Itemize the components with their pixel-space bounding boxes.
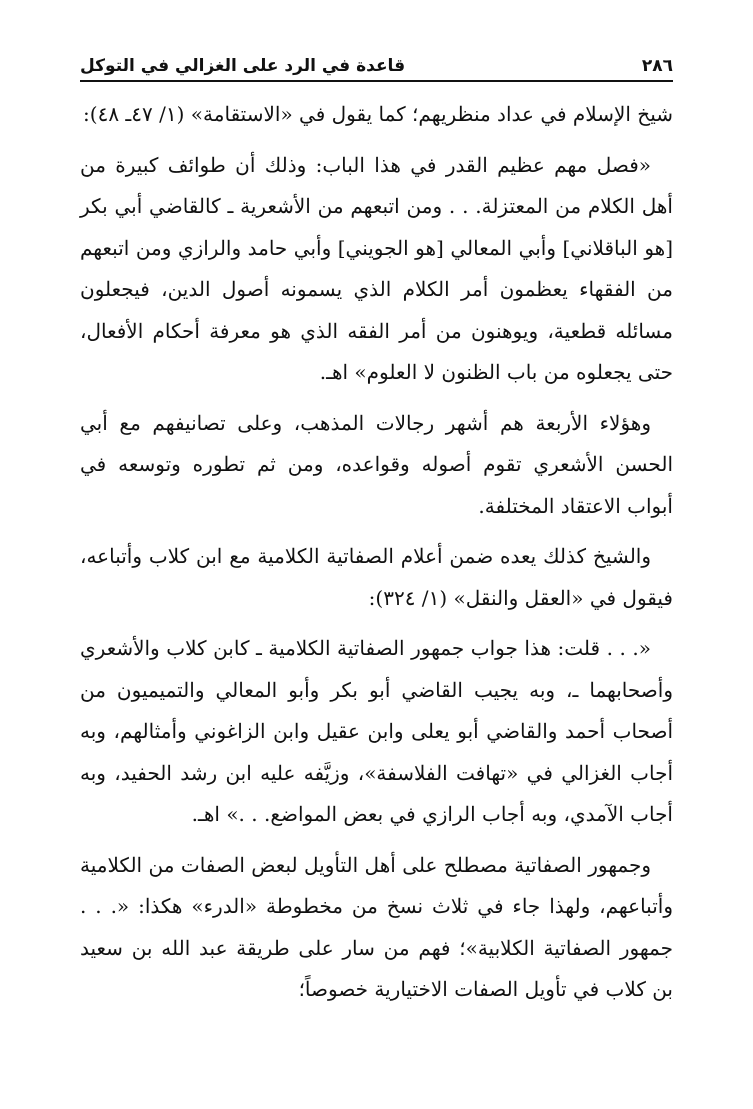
paragraph-quote-aql-naql: «. . . قلت: هذا جواب جمهور الصفاتية الكلامية ـ كابن كلاب والأشعري وأصحابهما ـ، وبه يجيب القاضي أبو بكر وأبو المعالي والتميميون من أصحاب أحمد والقاضي أبو يعلى وابن عقيل وابن الزاغوني وأمثالهم، وبه أجاب الغزالي في «تهافت الفلاسفة»، وزيَّفه عليه ابن رشد الحفيد، وبه أجاب الآمدي، وبه أجاب الرازي في بعض المواضع. . .» اهـ. — [80, 636, 673, 826]
running-title: قاعدة في الرد على الغزالي في التوكل — [80, 56, 406, 76]
page-number: ٢٨٦ — [641, 56, 673, 76]
header-divider — [80, 80, 673, 82]
paragraph-jumhur: وجمهور الصفاتية مصطلح على أهل التأويل لبعض الصفات من الكلامية وأتباعهم، ولهذا جاء في ثلاث نسخ من مخطوطة «الدرء» هكذا: «. . . جمهور الصفاتية الكلابية»؛ فهم من سار على طريقة عبد الله بن سعيد بن كلاب في تأويل الصفات الاختيارية خصوصاً؛ — [80, 852, 673, 1001]
body-text — [80, 94, 673, 1020]
paragraph-four-scholars: وهؤلاء الأربعة هم أشهر رجالات المذهب، وعلى تصانيفهم مع أبي الحسن الأشعري تقوم أصوله وقواعده، ومن ثم تطوره وتوسعه في أبواب الاعتقاد المختلفة. — [80, 410, 673, 518]
page-header — [80, 42, 673, 76]
paragraph-intro: شيخ الإسلام في عداد منظريهم؛ كما يقول في «الاستقامة» (١/ ٤٧ـ ٤٨): — [83, 102, 673, 126]
paragraph-quote-istiqama: «فصل مهم عظيم القدر في هذا الباب: وذلك أن طوائف كبيرة من أهل الكلام من المعتزلة. . . ومن اتبعهم من الأشعرية ـ كالقاضي أبي بكر [هو الباقلاني] وأبي المعالي [هو الجويني] وأبي حامد والرازي ومن اتبعهم من الفقهاء يعظمون أمر الكلام الذي يسمونه أصول الدين، فيجعلون مسائله قطعية، ويوهنون من أمر الفقه الذي هو معرفة أحكام الأفعال، حتى يجعلوه من باب الظنون لا العلوم» اهـ. — [80, 152, 673, 384]
paragraph-sifatiyya: والشيخ كذلك يعده ضمن أعلام الصفاتية الكلامية مع ابن كلاب وأتباعه، فيقول في «العقل والنقل» (١/ ٣٢٤): — [80, 544, 673, 610]
